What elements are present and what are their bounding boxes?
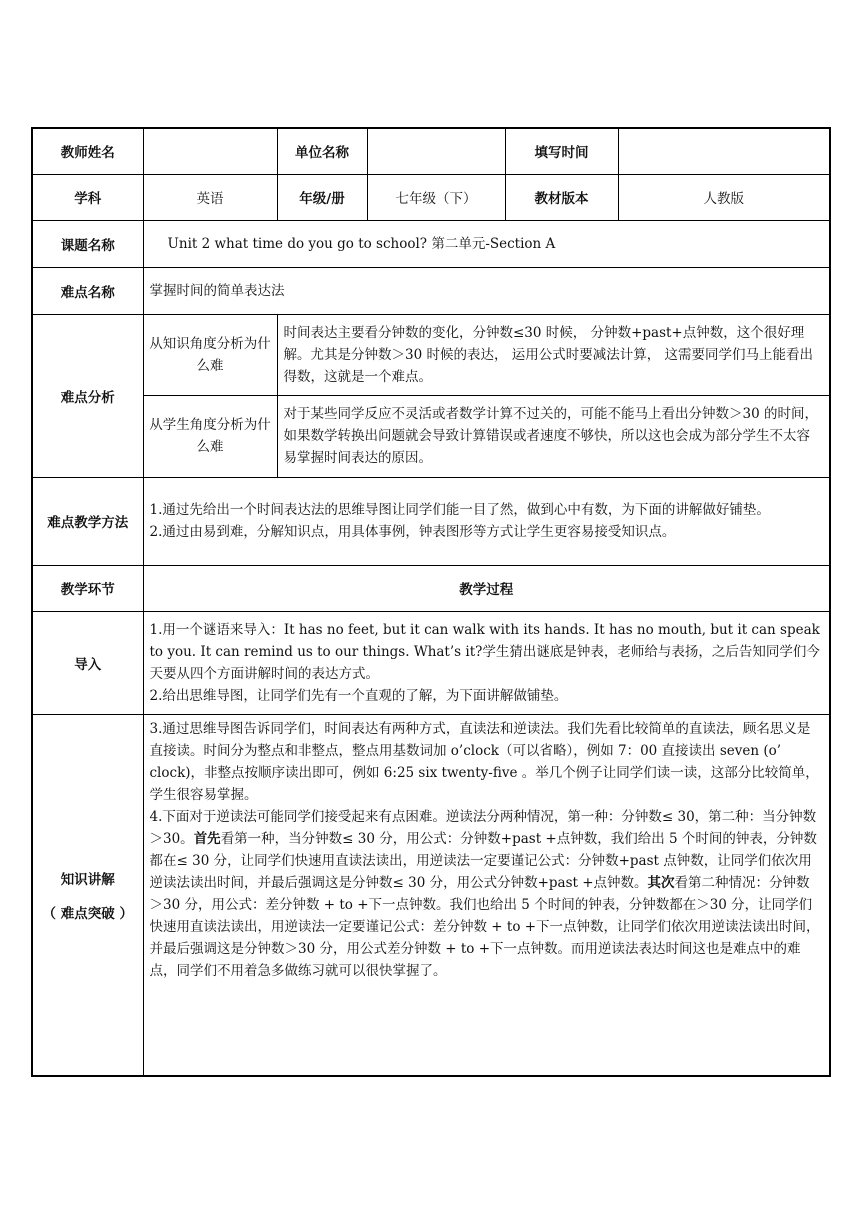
header-row [32, 128, 830, 174]
knowledge-row [32, 714, 830, 1076]
process-header-row [32, 565, 830, 611]
knowledge-p4-second-case: 看第二种情况：分钟数＞30 分，用公式：差分钟数 + to +下一点钟数。我们也给出 5 个时间的钟表，分钟数都在＞30 分，让同学们快速用直读法读出，用逆读法一定要谨记公式：差分钟数 + to +下一点钟数，让同学们依次用逆读法读出时间，并最后强调这是分钟数＞30 分，用公式差分钟数 + to +下一点钟数。而用逆读法表达时间这也是难点中的难点，同学们不用着急多做练习就可以很快掌握了。 [149, 874, 820, 979]
knowledge-content [143, 714, 830, 1076]
analysis-knowledge-row [32, 314, 830, 395]
lesson-plan-table [31, 127, 831, 1077]
subject-row [32, 174, 830, 220]
analysis-label: 难点分析 [32, 314, 143, 477]
analysis-student-row [32, 395, 830, 477]
unit-label: 单位名称 [277, 128, 367, 174]
knowledge-p4-intro: 4.下面对于逆读法可能同学们接受起来有点困难。逆读法分两种情况，第一种：分钟数≤ 30，第二种：当分钟数＞30。 [149, 808, 817, 847]
knowledge-paragraph-4 [150, 806, 824, 982]
intro-paragraph-2: 2.给出思维导图，让同学们先有一个直观的了解，为下面讲解做铺垫。 [149, 687, 568, 704]
knowledge-label-line2: （ 难点突破 ） [42, 905, 133, 922]
process-header: 教学过程 [143, 565, 830, 611]
topic-value: Unit 2 what time do you go to school? 第二单元-Section A [143, 220, 830, 267]
knowledge-label-line1: 知识讲解 [60, 871, 115, 888]
intro-content [143, 611, 830, 714]
teacher-label: 教师姓名 [32, 128, 143, 174]
teacher-value [143, 128, 277, 174]
method-content [143, 477, 830, 565]
topic-row [32, 220, 830, 267]
knowledge-label [32, 714, 143, 1076]
method-row [32, 477, 830, 565]
knowledge-angle-label: 从知识角度分析为什么难 [143, 314, 277, 395]
subject-value: 英语 [143, 174, 277, 220]
method-item-2: 2.通过由易到难，分解知识点，用具体事例，钟表图形等方式让学生更容易接受知识点。 [149, 524, 676, 540]
second-keyword: 其次 [647, 874, 675, 891]
difficulty-row [32, 267, 830, 314]
method-item-1: 1.通过先给出一个时间表达法的思维导图让同学们能一目了然，做到心中有数，为下面的讲解做好铺垫。 [149, 502, 770, 518]
stage-header: 教学环节 [32, 565, 143, 611]
difficulty-value: 掌握时间的简单表达法 [143, 267, 830, 314]
student-angle-text: 对于某些同学反应不灵活或者数学计算不过关的，可能不能马上看出分钟数＞30 的时间，如果数学转换出问题就会导致计算错误或者速度不够快，所以这也会成为部分学生不太容易掌握时间表达的原因。 [277, 395, 830, 477]
knowledge-angle-text: 时间表达主要看分钟数的变化，分钟数≤30 时候， 分钟数+past+点钟数，这个很好理解。尤其是分钟数＞30 时候的表达， 运用公式时要减法计算， 这需要同学们马上能看出得数，这就是一个难点。 [277, 314, 830, 395]
method-label: 难点教学方法 [32, 477, 143, 565]
subject-label: 学科 [32, 174, 143, 220]
intro-label: 导入 [32, 611, 143, 714]
intro-row [32, 611, 830, 714]
grade-label: 年级/册 [277, 174, 367, 220]
edition-value: 人教版 [618, 174, 830, 220]
student-angle-label: 从学生角度分析为什么难 [143, 395, 277, 477]
date-value [618, 128, 830, 174]
grade-value: 七年级（下） [367, 174, 505, 220]
intro-paragraph-1: 1.用一个谜语来导入：It has no feet, but it can walk with its hands. It has no mouth, but it can speak to you. It can remind us to our things. What’s it?学生猜出谜底是钟表，老师给与表扬，之后告知同学们今天要从四个方面讲解时间的表达方式。 [149, 621, 820, 682]
edition-label: 教材版本 [505, 174, 618, 220]
knowledge-p4-first-case: 看第一种，当分钟数≤ 30 分，用公式：分钟数+past +点钟数，我们给出 5 个时间的钟表，分钟数都在≤ 30 分，让同学们快速用直读法读出，用逆读法一定要谨记公式：分钟数+past 点钟数，让同学们依次用逆读法读出时间，并最后强调这是分钟数≤ 30 分，用公式分钟数+past +点钟数。 [149, 830, 817, 891]
topic-label: 课题名称 [32, 220, 143, 267]
first-keyword: 首先 [193, 830, 221, 847]
date-label: 填写时间 [505, 128, 618, 174]
unit-value [367, 128, 505, 174]
difficulty-label: 难点名称 [32, 267, 143, 314]
knowledge-paragraph-3: 3.通过思维导图告诉同学们，时间表达有两种方式，直读法和逆读法。我们先看比较简单的直读法，顾名思义是直接读。时间分为整点和非整点，整点用基数词加 o’clock（可以省略），例如 7：00 直接读出 seven (o’ clock)，非整点按顺序读出即可，例如 6:25 six twenty-five 。举几个例子让同学们读一读，这部分比较简单，学生很容易掌握。 [149, 720, 819, 803]
